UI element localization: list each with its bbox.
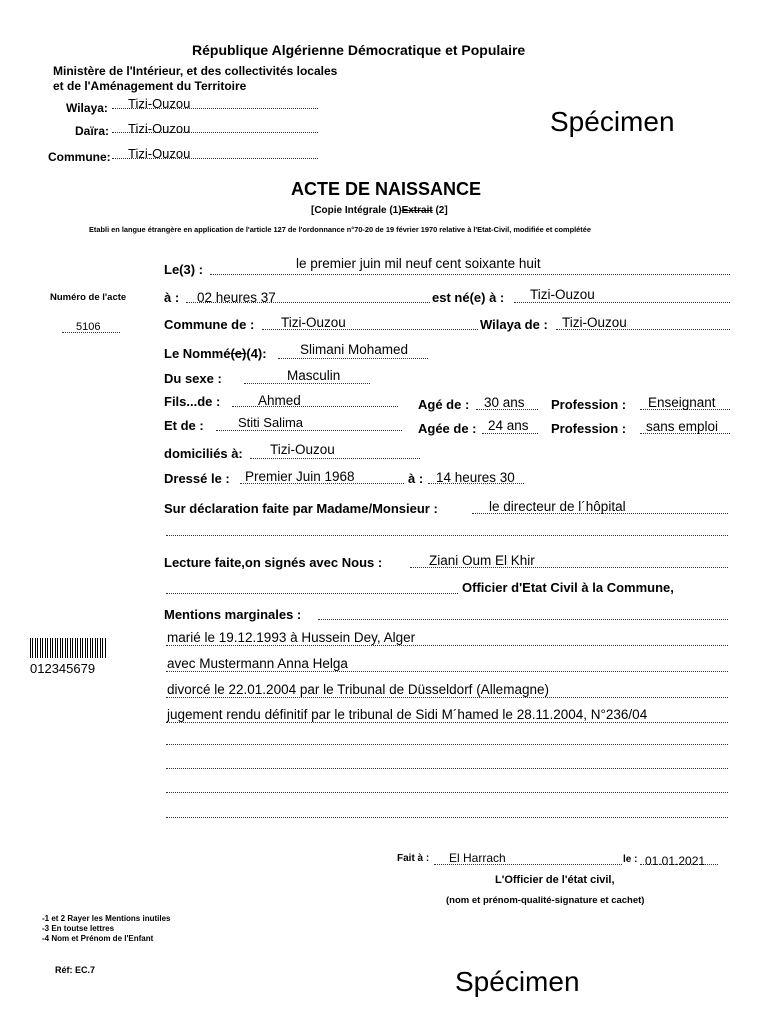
acte-number-value: 5106 bbox=[76, 321, 101, 333]
dotted-line bbox=[250, 458, 420, 459]
acte-number-label: Numéro de l'acte bbox=[50, 292, 127, 303]
dotted-line bbox=[216, 430, 402, 431]
dotted-line bbox=[166, 768, 728, 769]
declaration-value: le directeur de l´hôpital bbox=[489, 499, 626, 514]
mother-profession-label: Profession : bbox=[551, 421, 627, 436]
officer-signature-title: L'Officier de l'état civil, bbox=[495, 874, 615, 886]
header-daira-value: Tizi-Ouzou bbox=[128, 121, 191, 136]
officer-signature-details: (nom et prénom-qualité-signature et cachet) bbox=[446, 895, 645, 906]
child-name-strike: (e) bbox=[230, 346, 247, 361]
sex-value: Masculin bbox=[287, 368, 341, 383]
footnote: -1 et 2 Rayer les Mentions inutiles bbox=[42, 914, 171, 923]
birth-time-value: 02 heures 37 bbox=[197, 290, 276, 305]
birth-time-label: à : bbox=[164, 290, 180, 305]
footnote: -3 En toutse lettres bbox=[42, 924, 115, 933]
residence-value: Tizi-Ouzou bbox=[270, 442, 335, 457]
child-name-label bbox=[164, 346, 267, 361]
commune-value: Tizi-Ouzou bbox=[281, 315, 346, 330]
drawn-up-time-value: 14 heures 30 bbox=[436, 470, 515, 485]
child-name-value: Slimani Mohamed bbox=[300, 342, 409, 357]
signature-date-value: 01.01.2021 bbox=[645, 854, 706, 868]
dotted-line bbox=[278, 358, 428, 359]
made-at-label: Fait à : bbox=[397, 853, 430, 864]
reading-label: Lecture faite,on signés avec Nous : bbox=[164, 555, 383, 570]
header-commune-value: Tizi-Ouzou bbox=[128, 146, 191, 161]
marginal-notes-label: Mentions marginales : bbox=[164, 607, 302, 622]
header-commune-label: Commune: bbox=[48, 150, 111, 164]
specimen-watermark-bottom: Spécimen bbox=[455, 966, 580, 997]
dotted-line bbox=[482, 433, 538, 434]
footnote: -4 Nom et Prénom de l'Enfant bbox=[42, 934, 154, 943]
officer-commune-label: Officier d'Etat Civil à la Commune, bbox=[462, 580, 674, 595]
dotted-line bbox=[244, 383, 370, 384]
specimen-watermark-top: Spécimen bbox=[550, 106, 675, 137]
reading-value: Ziani Oum El Khir bbox=[429, 553, 535, 568]
drawn-up-label: Dressé le : bbox=[164, 471, 230, 486]
document-title: ACTE DE NAISSANCE bbox=[291, 179, 482, 199]
dotted-line bbox=[166, 697, 728, 698]
birth-date-label: Le(3) : bbox=[164, 262, 203, 277]
republic-title: République Algérienne Démocratique et Populaire bbox=[192, 42, 526, 58]
birthplace-value: Tizi-Ouzou bbox=[530, 287, 595, 302]
made-at-value: El Harrach bbox=[449, 851, 506, 865]
birthplace-label: est né(e) à : bbox=[432, 290, 505, 305]
marginal-note: marié le 19.12.1993 à Hussein Dey, Alger bbox=[167, 630, 416, 645]
ministry-line2: et de l'Aménagement du Territoire bbox=[53, 79, 247, 93]
marginal-note: jugement rendu définitif par le tribunal de Sidi M´hamed le 28.11.2004, N°236/04 bbox=[167, 707, 648, 722]
sex-label: Du sexe : bbox=[164, 371, 222, 386]
marginal-note: avec Mustermann Anna Helga bbox=[167, 656, 348, 671]
copy-type-strike: Extrait bbox=[401, 205, 433, 216]
signature-date-label: le : bbox=[623, 854, 638, 865]
dotted-line bbox=[166, 817, 728, 818]
dotted-line bbox=[514, 302, 730, 303]
header-wilaya-value: Tizi-Ouzou bbox=[128, 96, 191, 111]
mother-age-label: Agée de : bbox=[418, 421, 477, 436]
wilaya-label: Wilaya de : bbox=[480, 317, 548, 332]
copy-type-prefix: [Copie Intégrale (1) bbox=[311, 205, 402, 216]
father-age-value: 30 ans bbox=[484, 395, 525, 410]
barcode bbox=[30, 638, 106, 658]
dotted-line bbox=[166, 593, 458, 594]
mother-label: Et de : bbox=[164, 418, 204, 433]
child-name-suffix: (4): bbox=[246, 346, 267, 361]
ministry-line1: Ministère de l'Intérieur, et des collectivités locales bbox=[53, 64, 338, 78]
declaration-label: Sur déclaration faite par Madame/Monsieur : bbox=[164, 501, 438, 516]
wilaya-value: Tizi-Ouzou bbox=[562, 315, 627, 330]
drawn-up-value: Premier Juin 1968 bbox=[245, 469, 355, 484]
dotted-line bbox=[166, 671, 728, 672]
dotted-line bbox=[232, 406, 398, 407]
dotted-line bbox=[166, 535, 728, 536]
dotted-line bbox=[318, 619, 728, 620]
dotted-line bbox=[166, 792, 728, 793]
child-name-prefix: Le Nommé bbox=[164, 346, 231, 361]
mother-value: Stiti Salima bbox=[238, 415, 304, 430]
dotted-line bbox=[210, 274, 730, 275]
header-wilaya-label: Wilaya: bbox=[66, 101, 108, 115]
birth-date-value: le premier juin mil neuf cent soixante huit bbox=[296, 256, 541, 271]
header-daira-label: Daïra: bbox=[75, 124, 110, 138]
drawn-up-time-label: à : bbox=[408, 471, 424, 486]
dotted-line bbox=[166, 744, 728, 745]
dotted-line bbox=[166, 722, 728, 723]
marginal-note: divorcé le 22.01.2004 par le Tribunal de Düsseldorf (Allemagne) bbox=[167, 682, 549, 697]
residence-label: domiciliés à: bbox=[164, 446, 243, 461]
father-value: Ahmed bbox=[258, 393, 301, 408]
father-profession-value: Enseignant bbox=[648, 395, 716, 410]
father-age-label: Agé de : bbox=[418, 397, 470, 412]
dotted-line bbox=[166, 645, 728, 646]
commune-label: Commune de : bbox=[164, 317, 255, 332]
mother-profession-value: sans emploi bbox=[646, 419, 719, 434]
copy-type-suffix: (2] bbox=[432, 205, 448, 216]
copy-type bbox=[311, 205, 448, 216]
reference-code: Réf: EC.7 bbox=[55, 965, 96, 975]
father-label: Fils...de : bbox=[164, 394, 221, 409]
legal-note: Etabli en langue étrangère en application de l'article 127 de l'ordonnance n°70-20 de 19 février 1970 relative à l'Etat-Civil, modifiée et complétée bbox=[89, 225, 591, 234]
mother-age-value: 24 ans bbox=[488, 418, 529, 433]
father-profession-label: Profession : bbox=[551, 397, 627, 412]
barcode-number: 012345679 bbox=[30, 661, 96, 676]
